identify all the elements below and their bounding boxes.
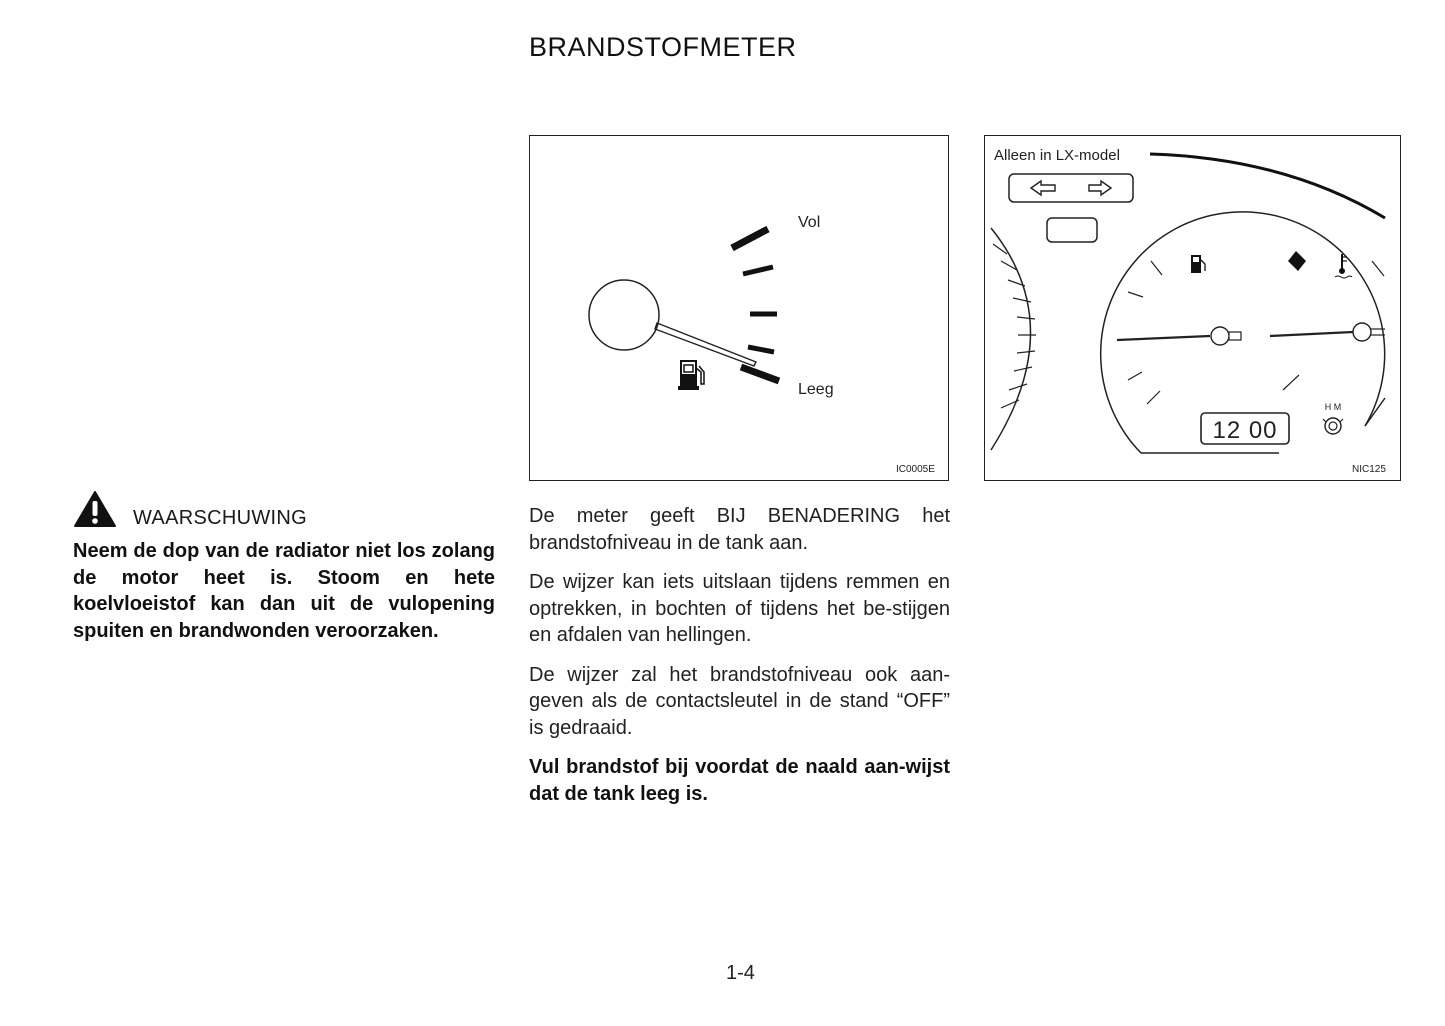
label-full: Vol	[798, 214, 821, 231]
warning-triangle-icon	[73, 490, 117, 528]
temp-indicator-diamond	[1288, 251, 1306, 271]
page-title: BRANDSTOFMETER	[529, 32, 797, 62]
gauge-tick	[748, 347, 774, 352]
paragraph: De wijzer zal het brandstofniveau ook aan-geven als de contactsleutel in de stand “OFF” is gedraaid.	[529, 663, 950, 739]
paragraph: De wijzer kan iets uitslaan tijdens remmen en optrekken, in bochten of tijdens het be-stijgen en afdalen van hellingen.	[529, 571, 950, 646]
warning-block	[73, 488, 495, 644]
gauge-hub	[589, 280, 659, 350]
fuel-gauge-diagram	[530, 136, 950, 482]
page-number: 1-4	[726, 962, 755, 984]
fuel-needle	[1117, 336, 1210, 340]
turn-signal-box	[1009, 174, 1133, 202]
instrument-panel-figure	[984, 135, 1401, 481]
warning-title: WAARSCHUWING	[133, 507, 307, 529]
indicator-lamp	[1047, 218, 1097, 242]
turn-signal-left-icon	[1031, 181, 1055, 195]
clock-time: 12 00	[1212, 417, 1278, 444]
fuel-pump-icon	[1191, 255, 1205, 273]
clock-button-labels: H M	[1324, 402, 1342, 412]
panel-edge	[1150, 154, 1385, 218]
tachometer-arc	[991, 228, 1031, 450]
temp-needle-hub	[1353, 323, 1371, 341]
figure-code: IC0005E	[896, 464, 935, 475]
paragraph-emphasis: Vul brandstof bij voordat de naald aan-wijst dat de tank leeg is.	[529, 756, 950, 805]
gauge-tick	[743, 267, 773, 274]
lx-model-caption: Alleen in LX-model	[994, 147, 1120, 164]
turn-signal-right-icon	[1089, 181, 1111, 195]
fuel-subgauge-ticks	[1128, 261, 1162, 404]
warning-text: Neem de dop van de radiator niet los zolang de motor heet is. Stoom en hete koelvloeistof kan dan uit de vulopening spuiten en brandwonden veroorzaken.	[73, 540, 495, 642]
instrument-panel-diagram	[985, 136, 1402, 482]
gauge-needle	[655, 323, 756, 366]
clock-adjust-icon	[1323, 418, 1343, 434]
figure-code: NIC125	[1352, 464, 1386, 475]
body-text	[529, 503, 950, 820]
temp-needle	[1270, 332, 1353, 336]
label-empty: Leeg	[798, 381, 834, 398]
gauge-tick-empty	[741, 367, 779, 381]
coolant-temperature-icon	[1335, 254, 1352, 278]
gauge-tick-full	[732, 229, 768, 248]
fuel-gauge-figure	[529, 135, 949, 481]
fuel-needle-hub	[1211, 327, 1229, 345]
fuel-pump-icon	[678, 361, 704, 390]
paragraph: De meter geeft BIJ BENADERING het brandstofniveau in de tank aan.	[529, 505, 950, 554]
tachometer-ticks	[993, 244, 1036, 408]
